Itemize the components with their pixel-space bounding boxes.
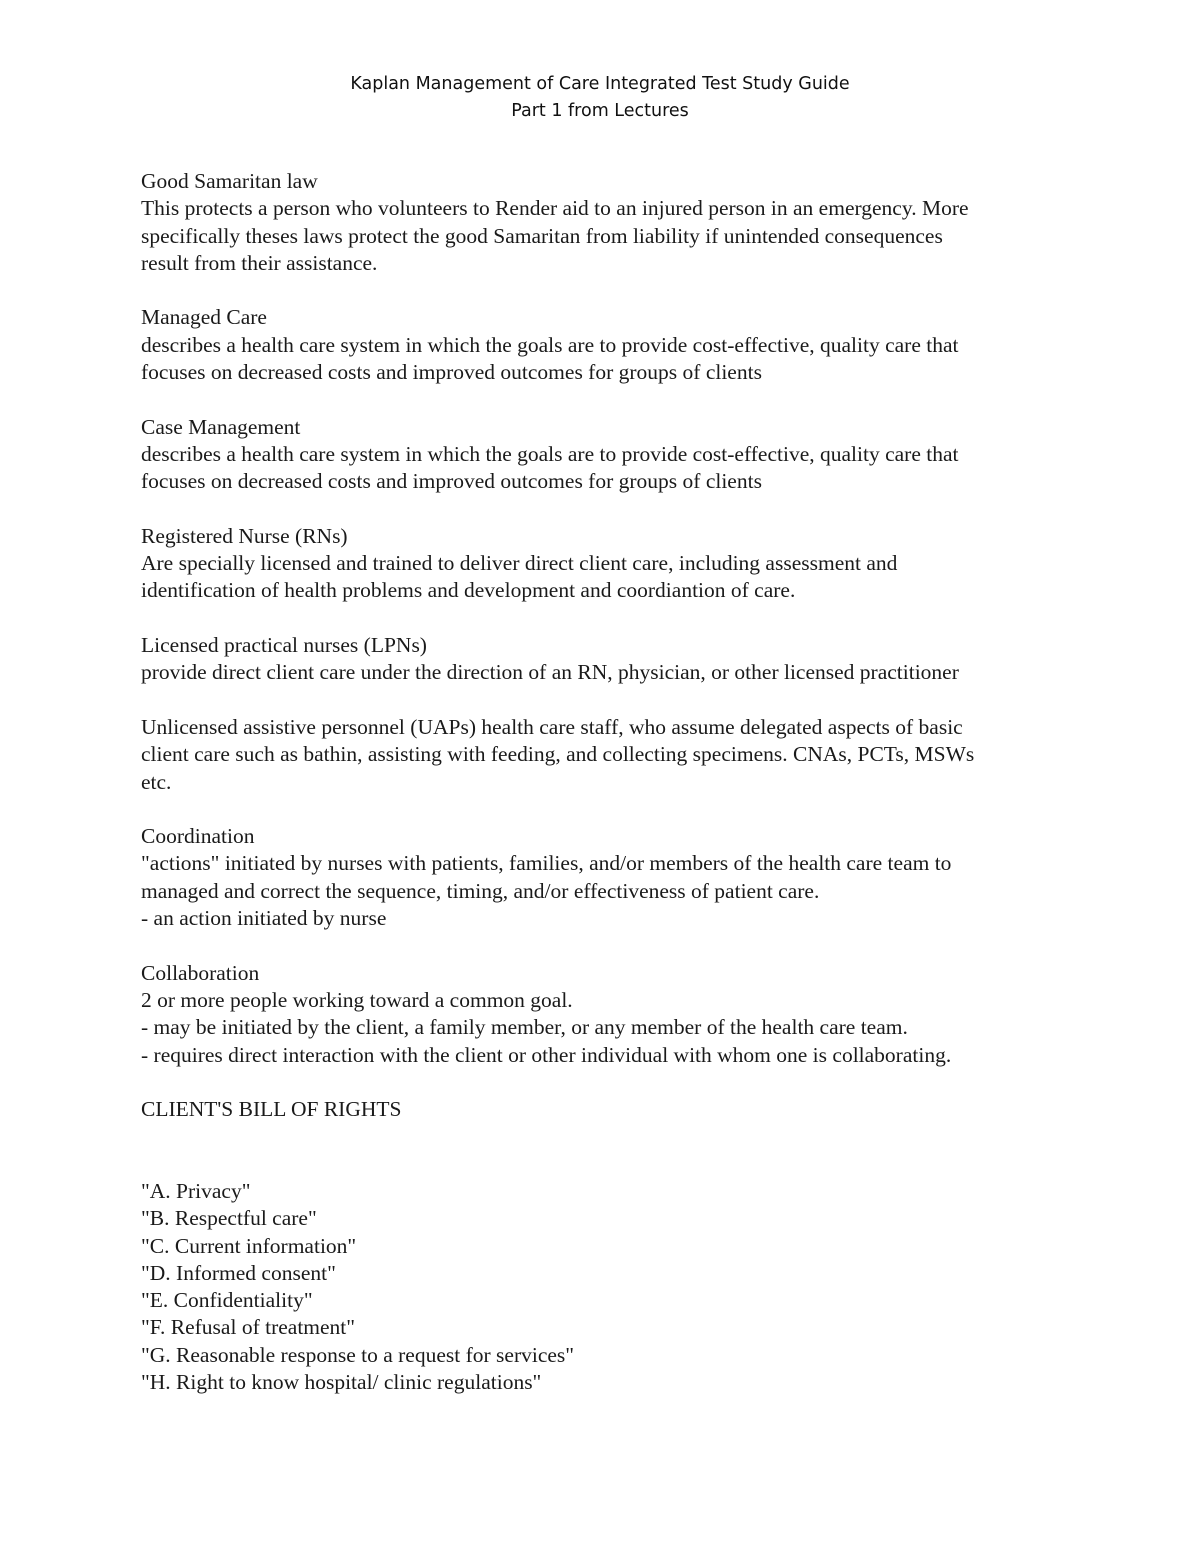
term-heading: Case Management — [141, 414, 301, 439]
section-collaboration — [141, 960, 1071, 1069]
section-good-samaritan-law — [141, 168, 1071, 277]
term-heading: Registered Nurse (RNs) — [141, 523, 348, 548]
definition-line: Are specially licensed and trained to deliver direct client care, including assessment and — [141, 551, 898, 576]
definition-line: etc. — [141, 769, 172, 794]
definition-line: managed and correct the sequence, timing, and/or effectiveness of patient care. — [141, 878, 820, 903]
section-registered-nurse — [141, 523, 1071, 605]
term-heading: Licensed practical nurses (LPNs) — [141, 633, 427, 658]
definition-line: 2 or more people working toward a common goal. — [141, 987, 573, 1012]
section-managed-care — [141, 304, 1071, 386]
definition-line: result from their assistance. — [141, 250, 378, 275]
document-body — [141, 168, 1071, 1396]
list-item: "G. Reasonable response to a request for services" — [141, 1342, 575, 1367]
term-heading: Coordination — [141, 824, 255, 849]
document-header — [0, 71, 1200, 125]
list-item: "B. Respectful care" — [141, 1206, 317, 1231]
definition-line: describes a health care system in which the goals are to provide cost-effective, quality care that — [141, 332, 959, 357]
bill-of-rights-list — [141, 1178, 1071, 1396]
term-heading: Managed Care — [141, 305, 267, 330]
definition-line: - requires direct interaction with the client or other individual with whom one is collaborating. — [141, 1042, 952, 1067]
definition-line: focuses on decreased costs and improved outcomes for groups of clients — [141, 469, 762, 494]
list-item: "F. Refusal of treatment" — [141, 1315, 356, 1340]
definition-line: This protects a person who volunteers to Render aid to an injured person in an emergency. More — [141, 196, 969, 221]
list-item: "D. Informed consent" — [141, 1260, 336, 1285]
definition-line: describes a health care system in which the goals are to provide cost-effective, quality care that — [141, 441, 959, 466]
definition-line: provide direct client care under the direction of an RN, physician, or other licensed practitioner — [141, 660, 959, 685]
definition-line: specifically theses laws protect the good Samaritan from liability if unintended consequences — [141, 223, 943, 248]
section-bill-of-rights-heading — [141, 1096, 1071, 1123]
definition-line: focuses on decreased costs and improved outcomes for groups of clients — [141, 360, 762, 385]
document-title: Kaplan Management of Care Integrated Test Study Guide — [350, 74, 850, 94]
definition-line: - may be initiated by the client, a family member, or any member of the health care team. — [141, 1015, 908, 1040]
definition-line: Unlicensed assistive personnel (UAPs) health care staff, who assume delegated aspects of basic — [141, 714, 963, 739]
section-unlicensed-assistive-personnel — [141, 714, 1071, 796]
document-subtitle: Part 1 from Lectures — [511, 101, 689, 121]
list-item: "A. Privacy" — [141, 1178, 251, 1203]
list-item: "E. Confidentiality" — [141, 1288, 313, 1313]
section-case-management — [141, 414, 1071, 496]
definition-line: "actions" initiated by nurses with patients, families, and/or members of the health care team to — [141, 851, 952, 876]
term-heading: Collaboration — [141, 960, 260, 985]
bill-of-rights-heading: CLIENT'S BILL OF RIGHTS — [141, 1097, 402, 1122]
definition-line: - an action initiated by nurse — [141, 906, 387, 931]
term-heading: Good Samaritan law — [141, 169, 318, 193]
section-coordination — [141, 823, 1071, 932]
definition-line: client care such as bathin, assisting with feeding, and collecting specimens. CNAs, PCTs, MSWs — [141, 742, 975, 767]
list-item: "C. Current information" — [141, 1233, 357, 1258]
section-licensed-practical-nurses — [141, 632, 1071, 687]
definition-line: identification of health problems and development and coordiantion of care. — [141, 578, 796, 603]
list-item: "H. Right to know hospital/ clinic regulations" — [141, 1370, 542, 1395]
